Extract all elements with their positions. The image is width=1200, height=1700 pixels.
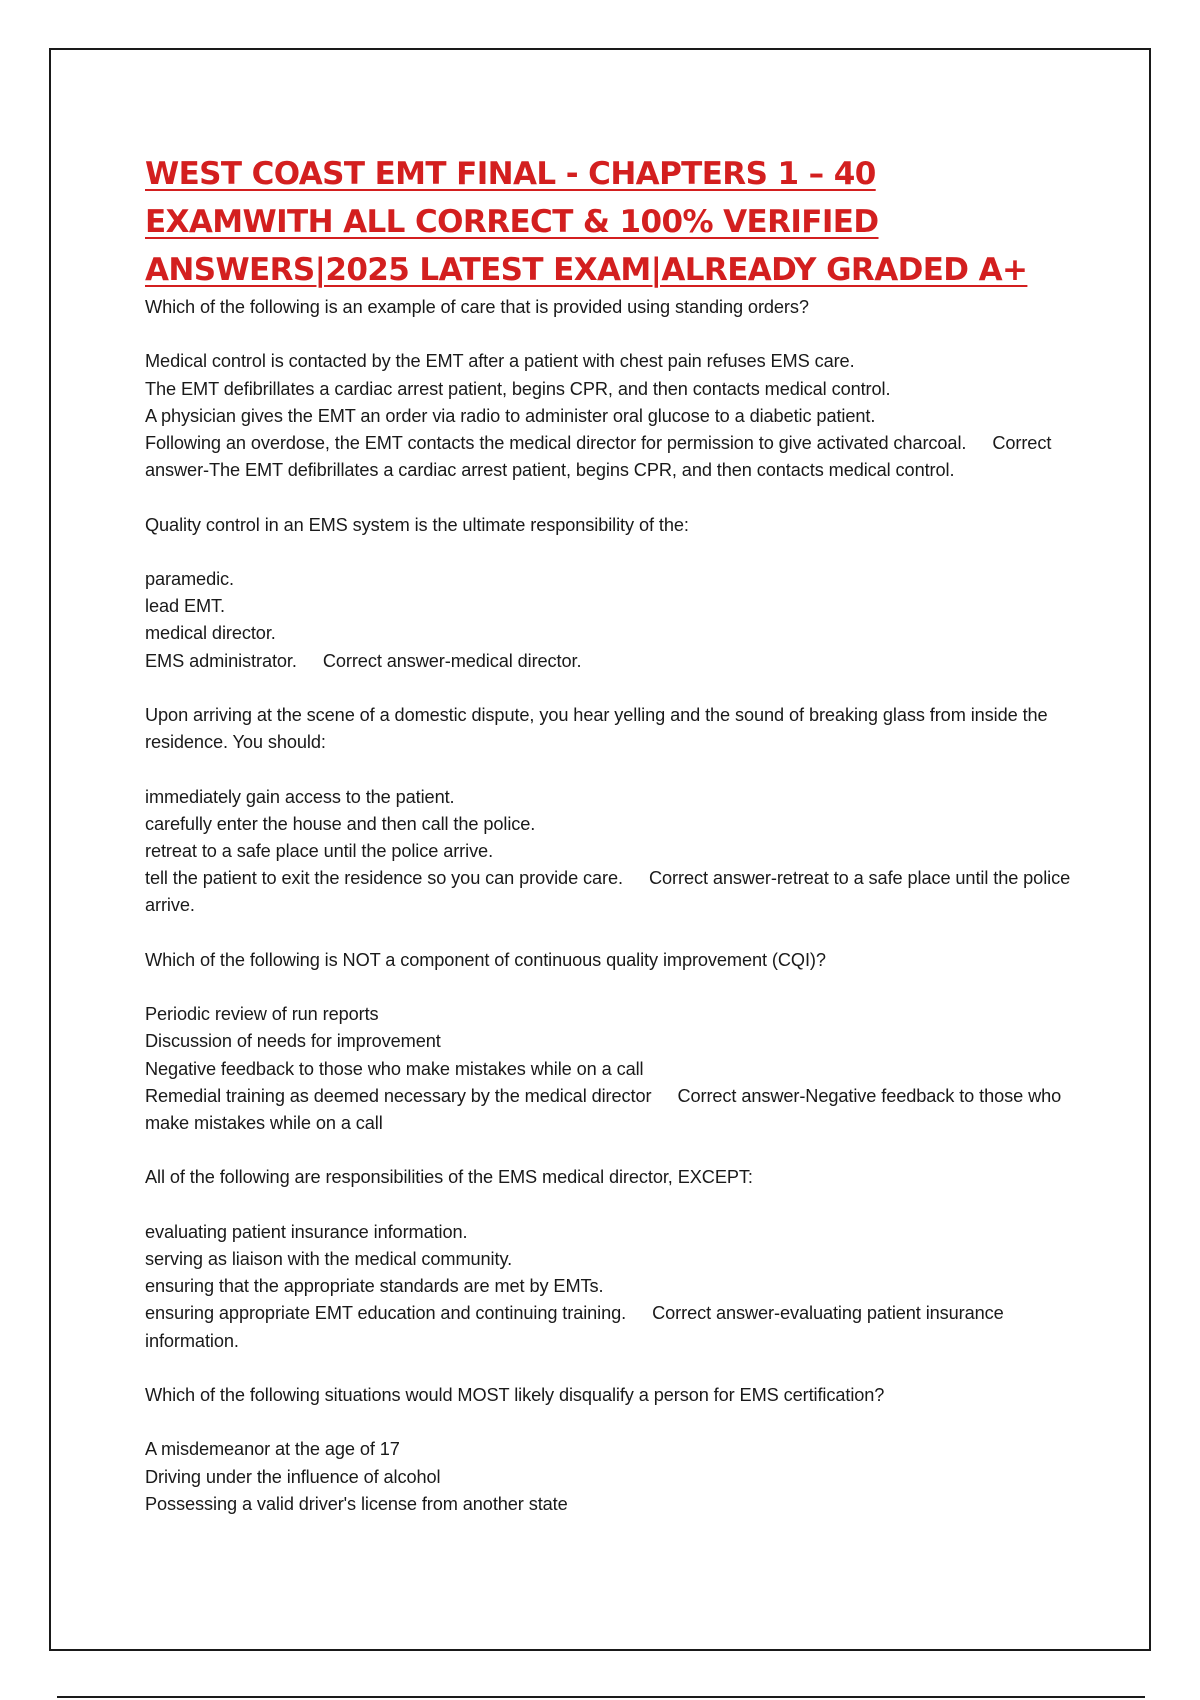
question-2 <box>145 512 1075 675</box>
correct-answer: Correct answer-evaluating patient insurance information. <box>145 1303 1004 1351</box>
correct-answer: Correct answer-The EMT defibrillates a cardiac arrest patient, begins CPR, and then contacts medical control. <box>145 433 1052 481</box>
option-c: retreat to a safe place until the police arrive. <box>145 840 494 861</box>
option-b: Discussion of needs for improvement <box>145 1031 441 1052</box>
option-d: EMS administrator. <box>145 650 297 671</box>
answer-options <box>145 784 1075 920</box>
option-d-with-answer <box>145 648 1075 675</box>
option-b: lead EMT. <box>145 596 225 617</box>
option-a: A misdemeanor at the age of 17 <box>145 1439 400 1460</box>
question-5 <box>145 1164 1075 1354</box>
correct-answer: Correct answer-Negative feedback to those who make mistakes while on a call <box>145 1085 1062 1133</box>
answer-options <box>145 1436 1075 1518</box>
question-stem: Which of the following situations would MOST likely disqualify a person for EMS certification? <box>145 1384 885 1405</box>
question-1 <box>145 294 1075 484</box>
option-a: immediately gain access to the patient. <box>145 786 455 807</box>
correct-answer: Correct answer-medical director. <box>322 650 582 671</box>
option-d-with-answer <box>145 865 1075 919</box>
answer-options <box>145 1219 1075 1355</box>
option-a: Medical control is contacted by the EMT after a patient with chest pain refuses EMS care. <box>145 351 855 372</box>
option-c: ensuring that the appropriate standards are met by EMTs. <box>145 1276 604 1297</box>
answer-options <box>145 348 1075 484</box>
option-c: A physician gives the EMT an order via radio to administer oral glucose to a diabetic patient. <box>145 405 876 426</box>
option-b: serving as liaison with the medical community. <box>145 1248 513 1269</box>
question-6 <box>145 1382 1075 1518</box>
next-page-border <box>57 1696 1145 1698</box>
answer-options <box>145 566 1075 675</box>
option-d-with-answer <box>145 1083 1075 1137</box>
option-b: carefully enter the house and then call the police. <box>145 813 536 834</box>
option-d: Remedial training as deemed necessary by the medical director <box>145 1085 652 1106</box>
question-stem: Which of the following is an example of care that is provided using standing orders? <box>145 297 809 317</box>
question-stem: Upon arriving at the scene of a domestic dispute, you hear yelling and the sound of breaking glass from inside the residence. You should: <box>145 704 1048 753</box>
title-line-1: WEST COAST EMT FINAL - CHAPTERS 1 – 40 <box>145 156 876 192</box>
option-b: The EMT defibrillates a cardiac arrest patient, begins CPR, and then contacts medical control. <box>145 378 891 399</box>
question-stem: Quality control in an EMS system is the ultimate responsibility of the: <box>145 514 689 535</box>
option-b: Driving under the influence of alcohol <box>145 1466 441 1487</box>
option-d: Following an overdose, the EMT contacts the medical director for permission to give activated charcoal. <box>145 433 967 453</box>
correct-answer: Correct answer-retreat to a safe place until the police arrive. <box>145 868 1071 916</box>
question-3 <box>145 702 1075 920</box>
option-c: Possessing a valid driver's license from another state <box>145 1493 568 1514</box>
option-d: ensuring appropriate EMT education and continuing training. <box>145 1303 627 1324</box>
option-d-with-answer <box>145 430 1075 484</box>
title-line-3: ANSWERS|2025 LATEST EXAM|ALREADY GRADED A+ <box>145 252 1028 288</box>
option-a: evaluating patient insurance information. <box>145 1221 468 1242</box>
question-list <box>145 294 1075 1518</box>
title-line-2: EXAMWITH ALL CORRECT & 100% VERIFIED <box>145 204 879 240</box>
question-stem: Which of the following is NOT a component of continuous quality improvement (CQI)? <box>145 949 826 970</box>
option-a: paramedic. <box>145 568 234 589</box>
option-c: Negative feedback to those who make mistakes while on a call <box>145 1058 644 1079</box>
question-4 <box>145 947 1075 1137</box>
document-content <box>145 150 1075 1545</box>
document-title <box>145 150 1075 294</box>
question-stem: All of the following are responsibilities of the EMS medical director, EXCEPT: <box>145 1167 753 1188</box>
option-c: medical director. <box>145 623 276 644</box>
option-a: Periodic review of run reports <box>145 1004 379 1025</box>
option-d: tell the patient to exit the residence so you can provide care. <box>145 868 623 889</box>
option-d-with-answer <box>145 1300 1075 1354</box>
answer-options <box>145 1001 1075 1137</box>
